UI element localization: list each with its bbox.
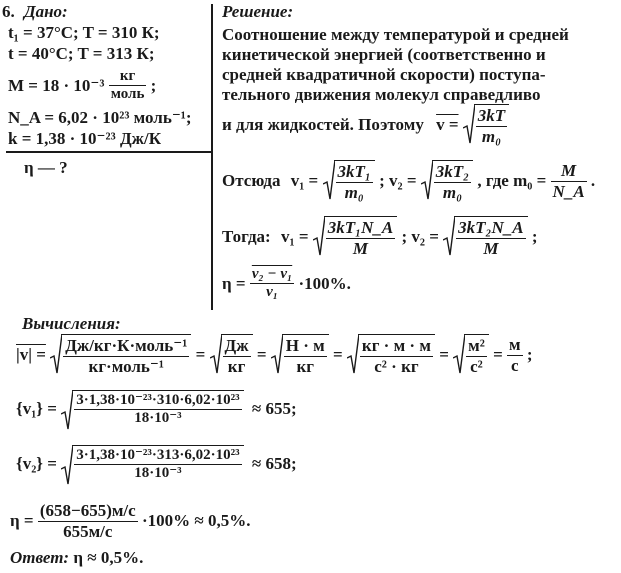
v2-calc-result: ≈ 658; xyxy=(251,453,297,473)
answer-value: η ≈ 0,5%. xyxy=(73,548,144,567)
gde-text: , где m₀ = xyxy=(477,171,547,191)
solution-p4: тельного движения молекул справедливо xyxy=(222,85,541,104)
eta-calc-num: (658−655)м/с xyxy=(39,501,136,520)
sqrt-formula-3 xyxy=(421,160,473,202)
find-unknown: η — ? xyxy=(24,158,68,177)
v1-calc-line xyxy=(16,390,297,428)
eta-calc-den: 655м/с xyxy=(63,521,113,541)
togda-semicolon: ; xyxy=(531,227,538,247)
togda-word: Тогда: xyxy=(222,227,271,247)
v1-calc-num: 3·1,38·10⁻²³·310·6,02·10²³ xyxy=(74,392,241,410)
v2-calc-den: 18·10⁻³ xyxy=(134,465,182,482)
units-eq-1: = xyxy=(195,345,206,365)
v2-calc-sqrt xyxy=(61,445,243,483)
units-3-num: Н · м xyxy=(285,336,325,355)
formula-4-den: M xyxy=(352,238,369,258)
formula-5-den: M xyxy=(483,238,499,258)
given-avogadro: N_A = 6,02 · 10²³ моль⁻¹; xyxy=(8,108,192,127)
units-sqrt-3 xyxy=(271,334,329,376)
units-6-fraction xyxy=(507,335,523,375)
given-header: Дано: xyxy=(24,2,68,21)
units-1-den: кг·моль⁻¹ xyxy=(88,356,164,376)
molar-mass-tail: ; xyxy=(150,75,157,95)
solution-p1: Соотношение между температурой и средней xyxy=(222,25,569,44)
units-eq-2: = xyxy=(256,345,267,365)
v1-calc-den: 18·10⁻³ xyxy=(134,410,182,427)
solution-p2: кинетической энергией (соответственно и xyxy=(222,45,546,64)
v-bar-symbol: v = xyxy=(436,115,459,135)
formula-2-num: 3kT₁ xyxy=(337,162,371,181)
units-5-num: м² xyxy=(468,336,485,355)
v2-symbol: ; v₂ = xyxy=(379,171,417,191)
molar-mass-unit-den: моль xyxy=(110,86,145,103)
calc-header: Вычисления: xyxy=(22,314,121,333)
formula-4-num: 3kT₁N_A xyxy=(327,218,394,237)
formula-5-num: 3kT₂N_A xyxy=(458,218,524,237)
units-1-num: Дж/кг·К·моль⁻¹ xyxy=(65,336,188,355)
units-4-den: с² · кг xyxy=(374,356,419,376)
units-6-num: м xyxy=(509,335,521,354)
problem-number: 6. xyxy=(2,2,15,21)
v2-calc-left: {v₂} = xyxy=(16,453,57,473)
eta-num: v₂ − v₁ xyxy=(250,266,294,284)
otsyuda-period: . xyxy=(590,171,596,191)
eta-formula-line xyxy=(222,266,351,302)
units-2-num: Дж xyxy=(224,336,249,355)
eta-fraction xyxy=(250,266,294,302)
sqrt-formula-2 xyxy=(323,160,375,202)
given-separator-horizontal xyxy=(6,151,212,153)
formula-1-num: 3kT xyxy=(477,106,506,125)
eta-calc-result: ·100% ≈ 0,5%. xyxy=(141,511,251,531)
togda-line xyxy=(222,216,538,258)
units-4-num: кг · м · м xyxy=(361,336,431,355)
solution-p5-line xyxy=(222,104,509,146)
given-molar-mass xyxy=(8,68,156,104)
solution-header: Решение: xyxy=(222,2,294,21)
units-sqrt-1 xyxy=(50,334,191,376)
units-left: |v| = xyxy=(16,345,46,365)
eta-left: η = xyxy=(222,273,246,293)
sqrt-formula-5 xyxy=(443,216,527,258)
units-6-den: с xyxy=(511,355,519,375)
units-sqrt-2 xyxy=(210,334,253,376)
given-line-1: t₁ = 37°C; T = 310 К; xyxy=(8,23,160,42)
v1-symbol: v₁ = xyxy=(290,171,319,191)
answer-line xyxy=(10,548,143,568)
v2b-symbol: ; v₂ = xyxy=(401,227,439,247)
v1-calc-sqrt xyxy=(61,390,243,428)
solution-p3: средней квадратичной скорости) поступа- xyxy=(222,65,546,84)
molar-mass-unit-num: кг xyxy=(109,68,147,86)
sqrt-formula-4 xyxy=(313,216,397,258)
otsyuda-word: Отсюда xyxy=(222,171,281,191)
units-3-den: кг xyxy=(296,356,314,376)
m0-num: M xyxy=(551,161,587,182)
v2-calc-num: 3·1,38·10⁻²³·313·6,02·10²³ xyxy=(74,447,241,465)
eta-calc-line xyxy=(10,501,250,541)
formula-1-den: m₀ xyxy=(481,126,502,146)
given-line-2: t = 40°C; T = 313 К; xyxy=(8,44,155,63)
units-5-den: с² xyxy=(470,356,483,376)
formula-2-den: m₀ xyxy=(344,182,364,202)
eta-calc-fraction xyxy=(38,501,138,541)
units-line xyxy=(16,334,533,376)
units-tail: ; xyxy=(526,345,533,365)
eta-den: v₁ xyxy=(266,284,278,301)
units-eq-3: = xyxy=(332,345,343,365)
eta-tail: ·100%. xyxy=(298,273,351,293)
units-eq-4: = xyxy=(439,345,449,365)
given-separator-vertical xyxy=(211,4,213,310)
molar-mass-unit xyxy=(109,68,147,104)
m0-fraction xyxy=(551,161,587,201)
formula-3-den: m₀ xyxy=(442,182,462,202)
given-boltzmann: k = 1,38 · 10⁻²³ Дж/К xyxy=(8,129,162,148)
v1-calc-result: ≈ 655; xyxy=(251,398,297,418)
sqrt-formula-1 xyxy=(463,104,509,146)
otsyuda-line xyxy=(222,160,595,202)
v1-calc-left: {v₁} = xyxy=(16,398,57,418)
units-eq-5: = xyxy=(493,345,503,365)
v2-calc-line xyxy=(16,445,297,483)
formula-3-num: 3kT₂ xyxy=(435,162,470,181)
units-sqrt-5 xyxy=(453,334,489,376)
solution-p5: и для жидкостей. Поэтому xyxy=(222,115,424,135)
answer-label: Ответ: xyxy=(10,548,70,567)
molar-mass-left: M = 18 · 10⁻³ xyxy=(8,75,105,95)
v1b-symbol: v₁ = xyxy=(280,227,309,247)
eta-calc-left: η = xyxy=(10,511,34,531)
units-sqrt-4 xyxy=(347,334,435,376)
units-2-den: кг xyxy=(227,356,246,376)
m0-den: N_A xyxy=(552,181,585,201)
